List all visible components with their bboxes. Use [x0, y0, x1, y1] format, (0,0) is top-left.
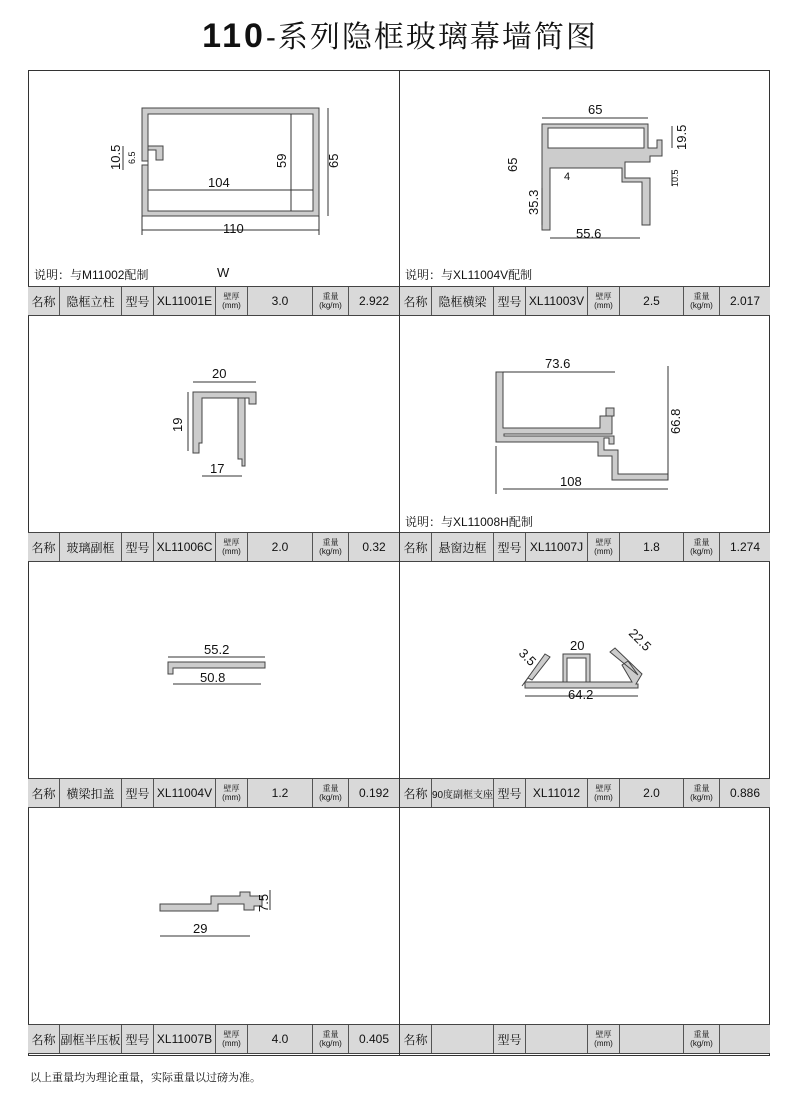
wall-label: 壁厚 (mm) [216, 779, 248, 807]
part-name: 副框半压板 [60, 1025, 122, 1053]
model-label: 型号 [494, 287, 526, 315]
part-name: 玻璃副框 [60, 533, 122, 561]
name-label: 名称 [28, 533, 60, 561]
weight-value: 1.274 [729, 540, 761, 554]
wall-label: 壁厚 (mm) [588, 533, 620, 561]
part-model: XL11001E [154, 287, 216, 315]
weight-label: 重量 (kg/m) [313, 287, 349, 315]
spec-bar-8 [400, 1024, 770, 1054]
dim-text: 20 [570, 638, 585, 653]
page-title: 110-系列隐框玻璃幕墙简图 [202, 17, 598, 55]
drawing-hidden-frame-transom [400, 70, 770, 286]
wall-value [620, 1025, 684, 1053]
weight-label: 重量 (kg/m) [313, 533, 349, 561]
wall-value: 1.2 [248, 779, 313, 807]
part-name: 隐框横梁 [432, 287, 494, 315]
dim-text: 17 [210, 461, 225, 476]
part-model: XL11004V [154, 779, 216, 807]
dim-text: 65 [326, 153, 341, 168]
wall-label: 壁厚 (mm) [216, 287, 248, 315]
drawing-transom-cover [28, 562, 399, 778]
dim-text: 7.5 [256, 893, 271, 912]
drawing-hung-window-frame [400, 316, 770, 532]
dim-text: 19.5 [674, 124, 689, 150]
note-row2-right: 说明：与XL11008H配制 [405, 515, 533, 529]
note-row1-left: 说明：与M11002配制 [34, 268, 149, 282]
wall-label: 壁厚 (mm) [216, 533, 248, 561]
part-model [526, 1025, 588, 1053]
dim-text: 55.2 [204, 642, 230, 657]
dim-text: 10.5 [670, 169, 680, 187]
footer-note: 以上重量均为理论重量，实际重量以过磅为准。 [30, 1072, 261, 1084]
dim-text: 55.6 [576, 226, 602, 241]
dim-text: 104 [208, 175, 230, 190]
drawing-glass-subframe [28, 316, 399, 532]
weight-value: 0.32 [362, 540, 386, 554]
wall-value: 1.8 [620, 533, 684, 561]
dim-text: 20 [212, 366, 227, 381]
spec-bar-1 [28, 286, 399, 316]
weight-label: 重量 (kg/m) [684, 1025, 720, 1053]
dim-text: 59 [274, 153, 289, 168]
weight-label: 重量 (kg/m) [313, 1025, 349, 1053]
dim-text: 29 [193, 921, 208, 936]
name-label: 名称 [28, 1025, 60, 1053]
dim-text: 66.8 [668, 408, 683, 434]
wall-label: 壁厚 (mm) [216, 1025, 248, 1053]
spec-bar-2 [400, 286, 770, 316]
part-name: 横梁扣盖 [60, 779, 122, 807]
dim-text: 35.3 [526, 189, 541, 215]
wall-value: 3.0 [248, 287, 313, 315]
spec-bar-4 [400, 532, 770, 562]
wall-value: 2.0 [620, 779, 684, 807]
weight-label: 重量 (kg/m) [684, 533, 720, 561]
part-model: XL11006C [154, 533, 216, 561]
part-model: XL11003V [526, 287, 588, 315]
model-label: 型号 [494, 533, 526, 561]
model-label: 型号 [122, 533, 154, 561]
model-label: 型号 [122, 1025, 154, 1053]
dim-text: 4 [564, 171, 571, 183]
part-name: 90度副框支座 [432, 779, 494, 807]
model-label: 型号 [122, 287, 154, 315]
part-name: 隐框立柱 [60, 287, 122, 315]
dim-text: 22.5 [625, 625, 655, 655]
part-model: XL11012 [526, 779, 588, 807]
dim-text: 50.8 [200, 670, 226, 685]
drawing-90-subframe-support [400, 562, 770, 778]
name-label: 名称 [400, 287, 432, 315]
part-model: XL11007B [154, 1025, 216, 1053]
dim-text: 73.6 [545, 356, 571, 371]
weight-value: 0.192 [358, 786, 390, 800]
wall-value: 2.0 [248, 533, 313, 561]
dim-text: 10.5 [108, 144, 123, 170]
model-label: 型号 [122, 779, 154, 807]
weight-label: 重量 (kg/m) [684, 287, 720, 315]
name-label: 名称 [400, 779, 432, 807]
dim-text: 64.2 [568, 687, 594, 702]
dim-text: 108 [560, 474, 582, 489]
part-name: 悬窗边框 [432, 533, 494, 561]
dim-text: 65 [588, 102, 603, 117]
name-label: 名称 [400, 533, 432, 561]
spec-bar-7 [28, 1024, 399, 1054]
wall-label: 壁厚 (mm) [588, 779, 620, 807]
drawing-hidden-frame-mullion [28, 70, 399, 286]
dim-text: 110 [223, 221, 244, 236]
part-model: XL11007J [526, 533, 588, 561]
weight-label: 重量 (kg/m) [684, 779, 720, 807]
wall-label: 壁厚 (mm) [588, 287, 620, 315]
spec-bar-5 [28, 778, 399, 808]
weight-value: 0.405 [358, 1032, 390, 1046]
name-label: 名称 [28, 287, 60, 315]
spec-bar-6 [400, 778, 770, 808]
wall-value: 4.0 [248, 1025, 313, 1053]
weight-value: 2.922 [358, 294, 390, 308]
weight-value: 0.886 [729, 786, 761, 800]
wall-label: 壁厚 (mm) [588, 1025, 620, 1053]
dim-text: 3.5 [515, 645, 540, 669]
weight-value [720, 1025, 770, 1053]
weight-value: 2.017 [729, 294, 761, 308]
weight-label: 重量 (kg/m) [313, 779, 349, 807]
dim-text: 19 [170, 417, 185, 432]
model-label: 型号 [494, 779, 526, 807]
model-label: 型号 [494, 1025, 526, 1053]
part-name [432, 1025, 494, 1053]
note-row1-right: 说明：与XL11004V配制 [405, 268, 533, 282]
dim-text: 6.5 [127, 151, 137, 164]
note-extra: W [217, 265, 230, 280]
name-label: 名称 [400, 1025, 432, 1053]
name-label: 名称 [28, 779, 60, 807]
drawing-subframe-pressure-plate [28, 808, 399, 1024]
spec-bar-3 [28, 532, 399, 562]
dim-text: 65 [505, 157, 520, 172]
wall-value: 2.5 [620, 287, 684, 315]
